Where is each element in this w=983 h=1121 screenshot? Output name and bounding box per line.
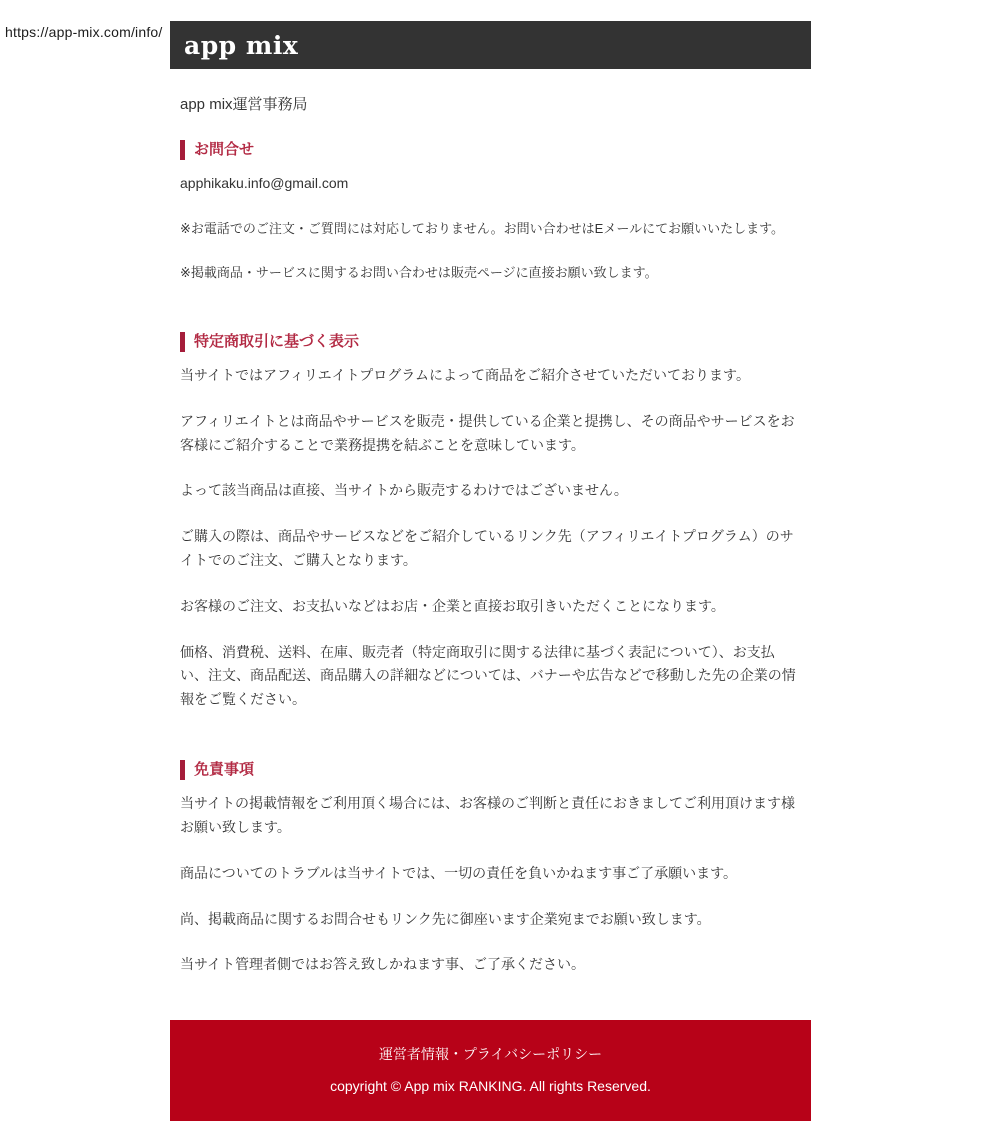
paragraph: 当サイト管理者側ではお答え致しかねます事、ご了承ください。 bbox=[180, 956, 586, 973]
paragraph: 当サイトの掲載情報をご利用頂く場合には、お客様のご判断と責任におきましてご利用頂けます様お願い致します。 bbox=[180, 795, 796, 835]
paragraph: お客様のご注文、お支払いなどはお店・企業と直接お取引きいただくことになります。 bbox=[180, 597, 725, 614]
section-heading-commercial-disclosure: 特定商取引に基づく表示 bbox=[180, 332, 801, 352]
site-logo[interactable]: app mix bbox=[184, 30, 299, 60]
main-content bbox=[170, 92, 811, 977]
paragraph: 当サイトではアフィリエイトプログラムによって商品をご紹介させていただいております。 bbox=[180, 366, 750, 383]
paragraph: 尚、掲載商品に関するお問合せもリンク先に御座います企業宛までお願い致します。 bbox=[180, 910, 711, 927]
site-footer bbox=[170, 1020, 811, 1121]
site-header bbox=[170, 21, 811, 69]
paragraph: よって該当商品は直接、当サイトから販売するわけではございません。 bbox=[180, 482, 628, 499]
section-heading-contact: お問合せ bbox=[180, 140, 801, 160]
paragraph: 価格、消費税、送料、在庫、販売者（特定商取引に関する法律に基づく表記について）、お支払い、注文、商品配送、商品購入の詳細などについては、バナーや広告などで移動した先の企業の情報をご覧ください。 bbox=[180, 643, 796, 708]
section-contact bbox=[180, 140, 801, 284]
paragraph: 商品についてのトラブルは当サイトでは、一切の責任を負いかねます事ご了承願います。 bbox=[180, 864, 738, 881]
section-heading-disclaimer: 免責事項 bbox=[180, 760, 801, 780]
contact-email: apphikaku.info@gmail.com bbox=[180, 174, 349, 191]
footer-copyright: copyright © App mix RANKING. All rights Reserved. bbox=[330, 1078, 651, 1095]
footer-privacy-policy-link[interactable]: 運営者情報・プライバシーポリシー bbox=[378, 1046, 603, 1063]
browser-url: https://app-mix.com/info/ bbox=[5, 24, 163, 40]
section-commercial-disclosure bbox=[180, 332, 801, 712]
page-container bbox=[170, 21, 811, 1121]
section-disclaimer bbox=[180, 760, 801, 977]
contact-note-products: ※掲載商品・サービスに関するお問い合わせは販売ページに直接お願い致します。 bbox=[180, 264, 658, 280]
paragraph: ご購入の際は、商品やサービスなどをご紹介しているリンク先（アフィリエイトプログラム）のサイトでのご注文、ご購入となります。 bbox=[180, 528, 794, 568]
site-operator-text: app mix運営事務局 bbox=[180, 96, 308, 113]
contact-note-phone: ※お電話でのご注文・ご質問には対応しておりません。お問い合わせはEメールにてお願いいたします。 bbox=[180, 220, 785, 236]
paragraph: アフィリエイトとは商品やサービスを販売・提供している企業と提携し、その商品やサービスをお客様にご紹介することで業務提携を結ぶことを意味しています。 bbox=[180, 412, 795, 453]
